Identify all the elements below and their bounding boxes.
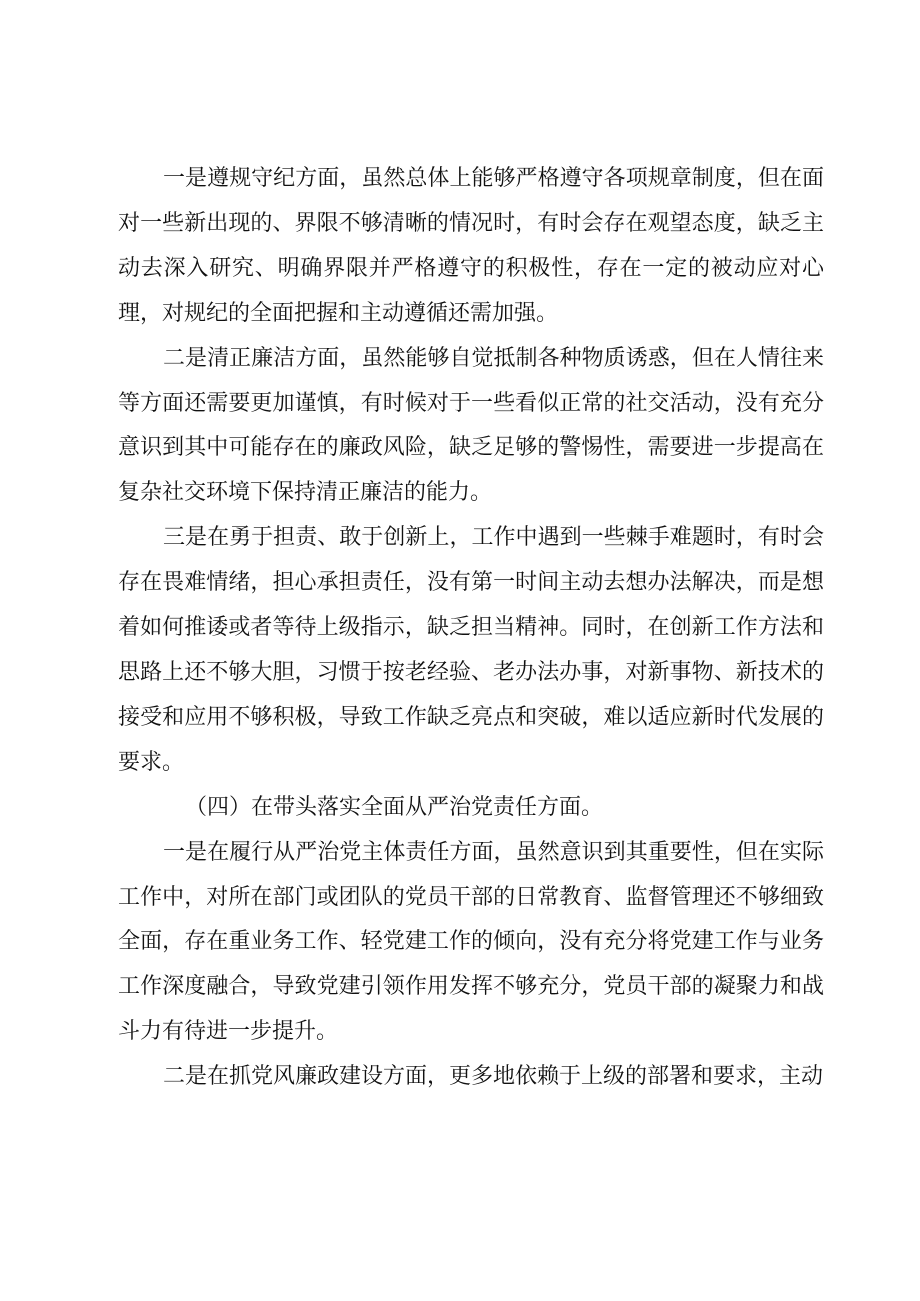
paragraph-clean-governance: 二是在抓党风廉政建设方面，更多地依赖于上级的部署和要求，主动 [163, 1064, 824, 1090]
paragraph-party-responsibility: 一是在履行从严治党主体责任方面，虽然意识到其重要性，但在实际工作中，对所在部门或团队的党员干部的日常教育、监督管理还不够细致全面，存在重业务工作、轻党建工作的倾向，没有充分将党建工作与业务工作深度融合，导致党建引领作用发挥不够充分，党员干部的凝聚力和战斗力有待进一步提升。 [118, 839, 824, 1045]
document-body [118, 157, 824, 1100]
paragraph-responsibility-innovation: 三是在勇于担责、敢于创新上，工作中遇到一些棘手难题时，有时会存在畏难情绪，担心承担责任，没有第一时间主动去想办法解决，而是想着如何推诿或者等待上级指示，缺乏担当精神。同时，在创新工作方法和思路上还不够大胆，习惯于按老经验、老办法办事，对新事物、新技术的接受和应用不够积极，导致工作缺乏亮点和突破，难以适应新时代发展的要求。 [118, 525, 824, 775]
section-heading-four: （四）在带头落实全面从严治党责任方面。 [185, 794, 604, 820]
paragraph-integrity: 二是清正廉洁方面，虽然能够自觉抵制各种物质诱惑，但在人情往来等方面还需要更加谨慎，有时候对于一些看似正常的社交活动，没有充分意识到其中可能存在的廉政风险，缺乏足够的警惕性，需要进一步提高在复杂社交环境下保持清正廉洁的能力。 [118, 345, 824, 506]
paragraph-discipline: 一是遵规守纪方面，虽然总体上能够严格遵守各项规章制度，但在面对一些新出现的、界限不够清晰的情况时，有时会存在观望态度，缺乏主动去深入研究、明确界限并严格遵守的积极性，存在一定的被动应对心理，对规纪的全面把握和主动遵循还需加强。 [118, 166, 824, 326]
